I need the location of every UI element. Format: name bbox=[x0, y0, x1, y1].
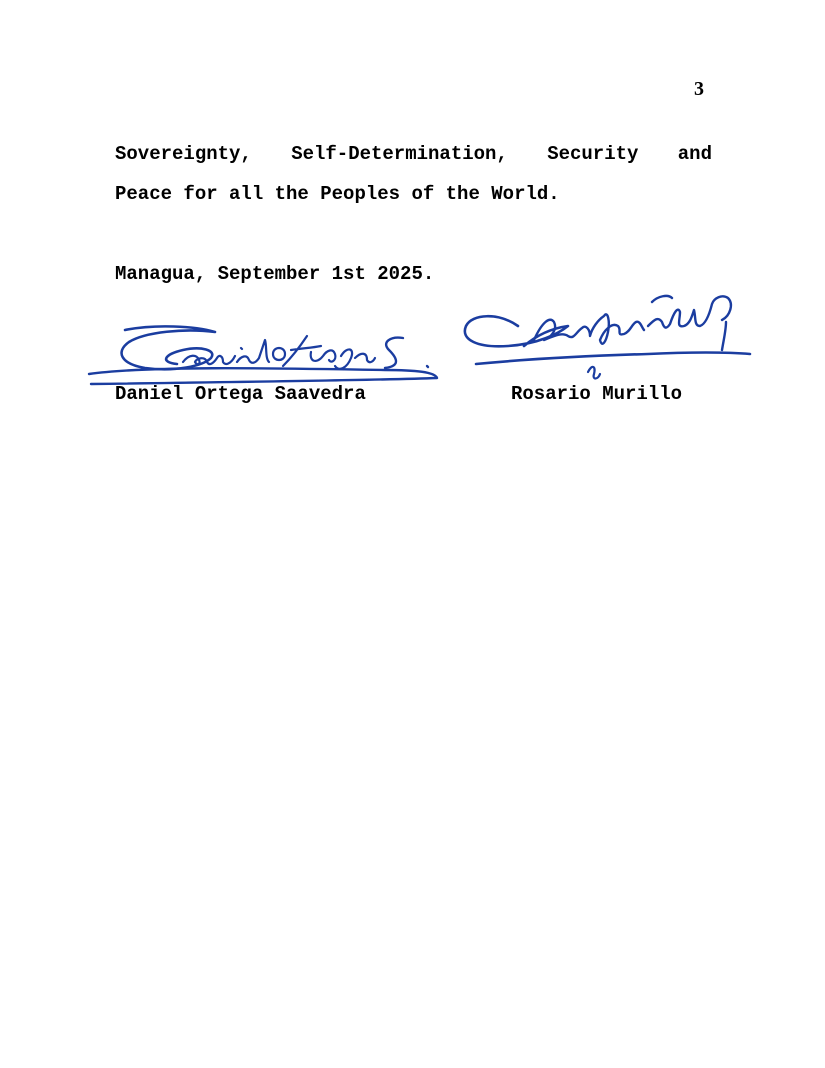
signature-daniel-ortega bbox=[85, 318, 445, 390]
page-number: 3 bbox=[694, 78, 704, 100]
place-date: Managua, September 1st 2025. bbox=[115, 263, 435, 285]
body-word: Self-Determination, bbox=[291, 143, 508, 165]
signature-rosario-murillo bbox=[458, 282, 758, 392]
signatory-name-rosario-murillo: Rosario Murillo bbox=[511, 383, 683, 405]
body-text-line-2: Peace for all the Peoples of the World. bbox=[115, 183, 560, 205]
signatory-name-daniel-ortega: Daniel Ortega Saavedra bbox=[115, 383, 366, 405]
body-word: and bbox=[677, 143, 712, 165]
body-word: Sovereignty, bbox=[115, 143, 252, 165]
body-text-line-1 bbox=[115, 145, 712, 164]
body-word: Security bbox=[547, 143, 639, 165]
